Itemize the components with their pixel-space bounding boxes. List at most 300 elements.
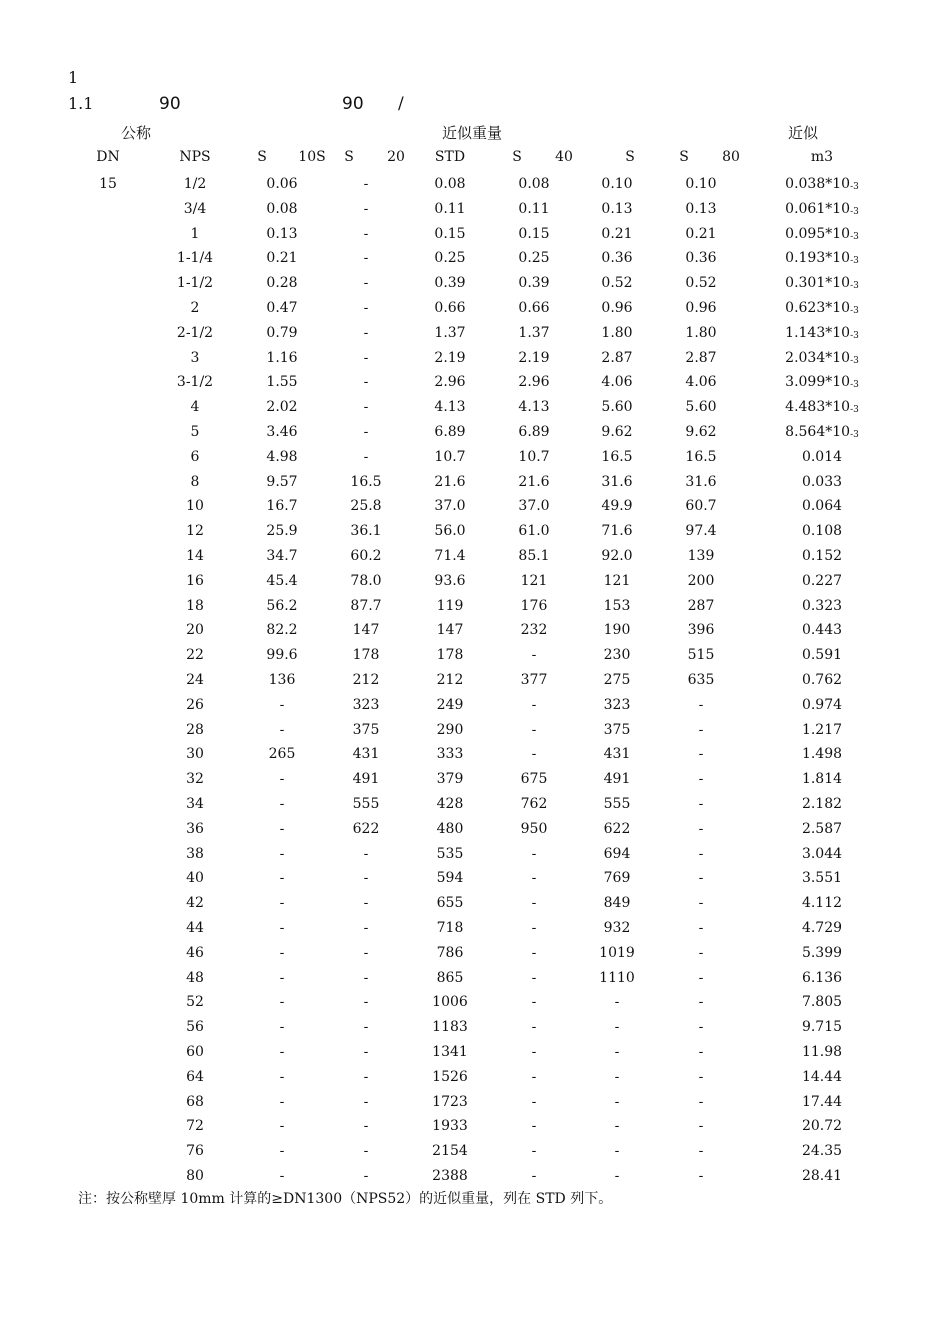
cell-c20: 212 [352, 672, 380, 688]
cell-c40: 85.1 [518, 548, 550, 564]
volume-value: 24.35 [801, 1143, 843, 1160]
cell-c20: 178 [352, 647, 380, 664]
cell-c80: 287 [687, 597, 715, 614]
cell-c80: 515 [687, 647, 715, 664]
cell-vol [802, 1019, 842, 1035]
cell-std: 212 [436, 672, 464, 688]
cell-nps: 3-1/2 [176, 374, 214, 391]
cell-c80: 1.80 [685, 324, 717, 341]
cell-c20: - [363, 225, 369, 242]
cell-c80: 31.6 [685, 473, 717, 490]
cell-c40: - [531, 920, 537, 936]
cell-nps: 3/4 [183, 200, 207, 217]
cell-c10s: - [279, 1044, 285, 1060]
cell-c20: - [363, 1019, 369, 1036]
cell-c40: - [531, 746, 537, 763]
cell-c20: - [363, 250, 369, 267]
cell-nps: 44 [186, 920, 204, 936]
cell-std: 21.6 [434, 473, 466, 490]
cell-std: 0.15 [434, 225, 466, 242]
cell-c20: 87.7 [350, 597, 382, 614]
volume-value: 0.193*10 [785, 250, 851, 267]
cell-cs: 1110 [599, 969, 635, 986]
cell-vol [802, 846, 842, 862]
cell-nps: 5 [190, 424, 200, 440]
cell-c80: - [698, 944, 704, 961]
volume-value: 17.44 [801, 1093, 843, 1110]
cell-c80: 0.52 [685, 275, 717, 292]
cell-c80: - [698, 920, 704, 936]
cell-c80: - [698, 1068, 704, 1085]
cell-c10s: 2.02 [266, 399, 298, 416]
cell-c10s: 1.55 [266, 374, 298, 391]
cell-vol [785, 201, 859, 217]
volume-value: 4.112 [801, 895, 843, 912]
cell-vol [802, 870, 842, 886]
cell-std: 379 [436, 771, 464, 788]
cell-c10s: 56.2 [266, 597, 298, 614]
cell-std: 2.19 [434, 349, 466, 366]
cell-vol [802, 1069, 842, 1085]
cell-c40: 0.66 [518, 300, 550, 316]
cell-c80: - [698, 969, 704, 986]
subheader-11: 80 [722, 149, 740, 165]
cell-c10s: 16.7 [266, 498, 298, 515]
header-nominal: 公称 [121, 124, 152, 142]
cell-c10s: - [279, 1118, 285, 1135]
cell-cs: 694 [603, 845, 631, 862]
cell-vol [802, 598, 842, 614]
cell-c10s: - [279, 820, 285, 837]
cell-std: 1006 [432, 994, 468, 1011]
cell-vol [802, 722, 842, 738]
subheader-8: 40 [555, 149, 573, 165]
cell-vol [802, 1094, 842, 1110]
cell-c40: - [531, 870, 537, 887]
cell-c80: - [698, 1118, 704, 1135]
cell-c10s: 45.4 [266, 572, 298, 589]
cell-nps: 32 [186, 771, 204, 788]
cell-nps: 18 [186, 597, 204, 614]
subheader-10: S [679, 149, 689, 165]
volume-value: 0.038*10 [785, 176, 851, 192]
cell-c20: 491 [352, 771, 380, 788]
cell-std: 2154 [432, 1143, 468, 1160]
cell-vol [802, 1168, 842, 1184]
cell-cs: 4.06 [601, 374, 633, 391]
cell-cs: 121 [603, 572, 631, 589]
volume-value: 1.814 [801, 771, 843, 788]
cell-cs: 49.9 [601, 498, 633, 515]
cell-vol [785, 325, 859, 341]
cell-std: 93.6 [434, 572, 466, 589]
cell-c20: - [363, 448, 369, 465]
cell-c40: - [531, 1068, 537, 1085]
cell-c80: - [698, 1168, 704, 1184]
cell-c80: 0.13 [685, 200, 717, 217]
cell-nps: 1/2 [183, 176, 207, 192]
cell-c40: 1.37 [518, 324, 550, 341]
cell-vol [802, 1118, 842, 1134]
cell-std: 865 [436, 969, 464, 986]
cell-c80: - [698, 1093, 704, 1110]
cell-vol [802, 523, 842, 539]
cell-c80: 5.60 [685, 399, 717, 416]
cell-cs: - [614, 1118, 620, 1135]
cell-std: 6.89 [434, 424, 466, 440]
volume-value: 6.136 [801, 969, 843, 986]
subheader-0: DN [96, 149, 120, 165]
cell-c20: 16.5 [350, 473, 382, 490]
volume-exponent: -3 [850, 281, 859, 292]
subsection-title-part-c: / [398, 94, 404, 114]
volume-exponent: -3 [850, 430, 859, 440]
cell-std: 535 [436, 845, 464, 862]
cell-c10s: - [279, 895, 285, 912]
cell-c20: 25.8 [350, 498, 382, 515]
cell-nps: 38 [186, 845, 204, 862]
volume-value: 1.217 [801, 721, 843, 738]
cell-c20: - [363, 870, 369, 887]
cell-c40: - [531, 895, 537, 912]
cell-cs: 849 [603, 895, 631, 912]
cell-c20: - [363, 399, 369, 416]
cell-nps: 2-1/2 [176, 324, 214, 341]
volume-value: 2.182 [801, 796, 843, 812]
cell-c40: - [531, 1118, 537, 1135]
cell-c20: 555 [352, 796, 380, 812]
volume-value: 0.227 [801, 572, 843, 589]
cell-c40: 762 [520, 796, 548, 812]
cell-vol [802, 573, 842, 589]
cell-std: 0.11 [434, 200, 466, 217]
cell-cs: 375 [603, 721, 631, 738]
cell-nps: 1-1/4 [176, 250, 214, 267]
cell-cs: 71.6 [601, 523, 633, 540]
volume-value: 1.498 [801, 746, 843, 763]
cell-c20: 78.0 [350, 572, 382, 589]
volume-value: 5.399 [801, 944, 843, 961]
cell-nps: 34 [186, 796, 204, 812]
cell-c80: - [698, 820, 704, 837]
cell-c20: - [363, 994, 369, 1011]
cell-vol [802, 1143, 842, 1159]
volume-value: 0.095*10 [785, 225, 851, 242]
cell-c80: 4.06 [685, 374, 717, 391]
cell-cs: 275 [603, 672, 631, 688]
cell-c40: 0.39 [518, 275, 550, 292]
cell-std: 0.08 [434, 176, 466, 192]
volume-value: 0.014 [801, 448, 843, 465]
cell-nps: 40 [186, 870, 204, 887]
volume-value: 0.443 [801, 622, 843, 639]
cell-c10s: 9.57 [266, 473, 298, 490]
subheader-7: S [512, 149, 522, 165]
cell-cs: 1019 [599, 944, 635, 961]
cell-std: 249 [436, 696, 464, 713]
cell-c80: 0.36 [685, 250, 717, 267]
cell-vol [785, 176, 859, 192]
cell-cs: 92.0 [601, 548, 633, 564]
cell-nps: 6 [190, 448, 200, 465]
cell-nps: 68 [186, 1093, 204, 1110]
cell-cs: 2.87 [601, 349, 633, 366]
cell-std: 4.13 [434, 399, 466, 416]
cell-c10s: - [279, 1093, 285, 1110]
cell-std: 1341 [432, 1044, 468, 1060]
cell-nps: 56 [186, 1019, 204, 1036]
cell-c40: 176 [520, 597, 548, 614]
cell-c80: 16.5 [685, 448, 717, 465]
cell-vol [802, 672, 842, 688]
cell-c10s: 0.47 [266, 300, 298, 316]
volume-value: 0.323 [801, 597, 843, 614]
cell-cs: 555 [603, 796, 631, 812]
cell-c80: - [698, 796, 704, 812]
cell-cs: 431 [603, 746, 631, 763]
cell-nps: 4 [190, 399, 200, 416]
cell-vol [802, 498, 842, 514]
cell-vol [802, 970, 842, 986]
cell-c20: 147 [352, 622, 380, 639]
cell-c20: 60.2 [350, 548, 382, 564]
cell-c40: 0.11 [518, 200, 550, 217]
cell-c10s: - [279, 870, 285, 887]
cell-vol [785, 250, 859, 266]
cell-std: 290 [436, 721, 464, 738]
cell-nps: 16 [186, 572, 204, 589]
cell-c40: 232 [520, 622, 548, 639]
cell-nps: 26 [186, 696, 204, 713]
cell-nps: 52 [186, 994, 204, 1011]
volume-value: 9.715 [801, 1019, 843, 1036]
cell-vol [802, 746, 842, 762]
cell-nps: 1 [190, 225, 200, 242]
volume-exponent: -3 [850, 405, 859, 416]
cell-c40: - [531, 845, 537, 862]
cell-c10s: - [279, 721, 285, 738]
volume-value: 2.587 [801, 820, 843, 837]
cell-c40: - [531, 647, 537, 664]
cell-c20: - [363, 1143, 369, 1160]
cell-c80: 9.62 [685, 424, 717, 440]
volume-exponent: -3 [850, 355, 859, 366]
volume-exponent: -3 [850, 256, 859, 267]
cell-vol [785, 300, 859, 316]
cell-c10s: 4.98 [266, 448, 298, 465]
volume-value: 0.762 [801, 672, 843, 688]
subheader-5: 20 [387, 149, 405, 165]
cell-c10s: 0.08 [266, 200, 298, 217]
cell-vol [802, 474, 842, 490]
cell-nps: 72 [186, 1118, 204, 1135]
cell-c40: 0.08 [518, 176, 550, 192]
cell-std: 37.0 [434, 498, 466, 515]
cell-vol [802, 945, 842, 961]
cell-c40: - [531, 1093, 537, 1110]
table-note: 注：按公称壁厚 10mm 计算的≥DN1300（NPS52）的近似重量，列在 STD 列下。 [78, 1191, 613, 1207]
cell-std: 718 [436, 920, 464, 936]
volume-value: 0.591 [801, 647, 843, 664]
cell-c80: - [698, 696, 704, 713]
cell-std: 147 [436, 622, 464, 639]
cell-vol [802, 548, 842, 564]
cell-std: 594 [436, 870, 464, 887]
volume-exponent: -3 [850, 182, 859, 192]
cell-nps: 60 [186, 1044, 204, 1060]
cell-std: 0.39 [434, 275, 466, 292]
volume-value: 20.72 [801, 1118, 843, 1135]
subheader-3: 10S [298, 149, 326, 165]
cell-c80: - [698, 1143, 704, 1160]
volume-value: 0.108 [801, 523, 843, 540]
volume-value: 0.974 [801, 696, 843, 713]
cell-c10s: - [279, 969, 285, 986]
cell-c10s: 0.28 [266, 275, 298, 292]
volume-value: 7.805 [801, 994, 843, 1011]
cell-nps: 3 [190, 349, 200, 366]
header-approx-weight: 近似重量 [442, 124, 503, 142]
cell-vol [802, 994, 842, 1010]
cell-cs: 153 [603, 597, 631, 614]
cell-cs: 0.36 [601, 250, 633, 267]
subsection-title-part-a: 90 [159, 94, 181, 114]
volume-value: 3.044 [801, 845, 843, 862]
cell-c80: 396 [687, 622, 715, 639]
cell-std: 71.4 [434, 548, 466, 564]
volume-value: 0.152 [801, 548, 843, 564]
cell-c80: 635 [687, 672, 715, 688]
volume-exponent: -3 [850, 206, 859, 217]
cell-cs: 5.60 [601, 399, 633, 416]
cell-std: 56.0 [434, 523, 466, 540]
cell-c40: 675 [520, 771, 548, 788]
cell-c40: 37.0 [518, 498, 550, 515]
cell-c10s: 99.6 [266, 647, 298, 664]
volume-value: 8.564*10 [785, 424, 851, 440]
cell-cs: - [614, 1068, 620, 1085]
cell-cs: 323 [603, 696, 631, 713]
cell-vol [802, 920, 842, 936]
cell-c40: 61.0 [518, 523, 550, 540]
cell-c40: 121 [520, 572, 548, 589]
cell-c10s: 136 [268, 672, 296, 688]
cell-c10s: 0.06 [266, 176, 298, 192]
cell-c10s: - [279, 696, 285, 713]
cell-vol [785, 424, 859, 440]
cell-std: 333 [436, 746, 464, 763]
cell-c10s: - [279, 796, 285, 812]
cell-nps: 48 [186, 969, 204, 986]
cell-cs: - [614, 1143, 620, 1160]
cell-vol [802, 796, 842, 812]
cell-std: 480 [436, 820, 464, 837]
subsection-number: 1.1 [68, 94, 94, 113]
volume-value: 0.301*10 [785, 275, 851, 292]
cell-c20: - [363, 1044, 369, 1060]
volume-value: 3.551 [801, 870, 843, 887]
volume-value: 1.143*10 [785, 324, 851, 341]
cell-c20: - [363, 845, 369, 862]
cell-c40: - [531, 721, 537, 738]
cell-nps: 8 [190, 473, 200, 490]
cell-c20: - [363, 920, 369, 936]
cell-c40: 2.96 [518, 374, 550, 391]
cell-c40: 6.89 [518, 424, 550, 440]
cell-cs: 1.80 [601, 324, 633, 341]
cell-vol [802, 821, 842, 837]
cell-c10s: 0.13 [266, 225, 298, 242]
cell-c20: 36.1 [350, 523, 382, 540]
cell-vol [802, 647, 842, 663]
volume-value: 28.41 [801, 1168, 843, 1184]
cell-nps: 80 [186, 1168, 204, 1184]
cell-nps: 12 [186, 523, 204, 540]
cell-c40: 10.7 [518, 448, 550, 465]
cell-c20: - [363, 969, 369, 986]
volume-value: 0.623*10 [785, 300, 851, 316]
cell-c20: - [363, 1068, 369, 1085]
cell-c80: - [698, 895, 704, 912]
cell-cs: - [614, 994, 620, 1011]
volume-value: 4.729 [801, 920, 843, 936]
cell-c10s: 1.16 [266, 349, 298, 366]
header-approx-volume: 近似 [788, 124, 819, 142]
cell-vol [802, 449, 842, 465]
cell-c40: 0.25 [518, 250, 550, 267]
cell-nps: 2 [190, 300, 200, 316]
cell-c10s: - [279, 1068, 285, 1085]
cell-cs: - [614, 1044, 620, 1060]
cell-nps: 30 [186, 746, 204, 763]
cell-c80: 200 [687, 572, 715, 589]
cell-c10s: - [279, 1143, 285, 1160]
cell-cs: 16.5 [601, 448, 633, 465]
cell-c10s: 25.9 [266, 523, 298, 540]
cell-cs: 0.96 [601, 300, 633, 316]
cell-cs: 0.52 [601, 275, 633, 292]
cell-c80: 2.87 [685, 349, 717, 366]
cell-nps: 46 [186, 944, 204, 961]
cell-c20: 622 [352, 820, 380, 837]
cell-c80: 139 [687, 548, 715, 564]
cell-nps: 76 [186, 1143, 204, 1160]
cell-c40: - [531, 1044, 537, 1060]
volume-exponent: -3 [850, 380, 859, 391]
cell-std: 1723 [432, 1093, 468, 1110]
cell-c40: 21.6 [518, 473, 550, 490]
cell-c10s: 0.79 [266, 324, 298, 341]
cell-cs: 0.21 [601, 225, 633, 242]
cell-c20: - [363, 300, 369, 316]
cell-c40: - [531, 969, 537, 986]
cell-c40: - [531, 1143, 537, 1160]
cell-c80: - [698, 721, 704, 738]
cell-c80: 0.21 [685, 225, 717, 242]
cell-c20: - [363, 1168, 369, 1184]
cell-c10s: 34.7 [266, 548, 298, 564]
cell-vol [802, 622, 842, 638]
cell-c10s: - [279, 994, 285, 1011]
cell-std: 1183 [432, 1019, 468, 1036]
cell-c40: - [531, 944, 537, 961]
cell-c10s: - [279, 845, 285, 862]
volume-exponent: -3 [850, 306, 859, 316]
cell-c80: - [698, 994, 704, 1011]
cell-c40: 2.19 [518, 349, 550, 366]
cell-dn: 15 [99, 176, 117, 192]
cell-nps: 22 [186, 647, 204, 664]
